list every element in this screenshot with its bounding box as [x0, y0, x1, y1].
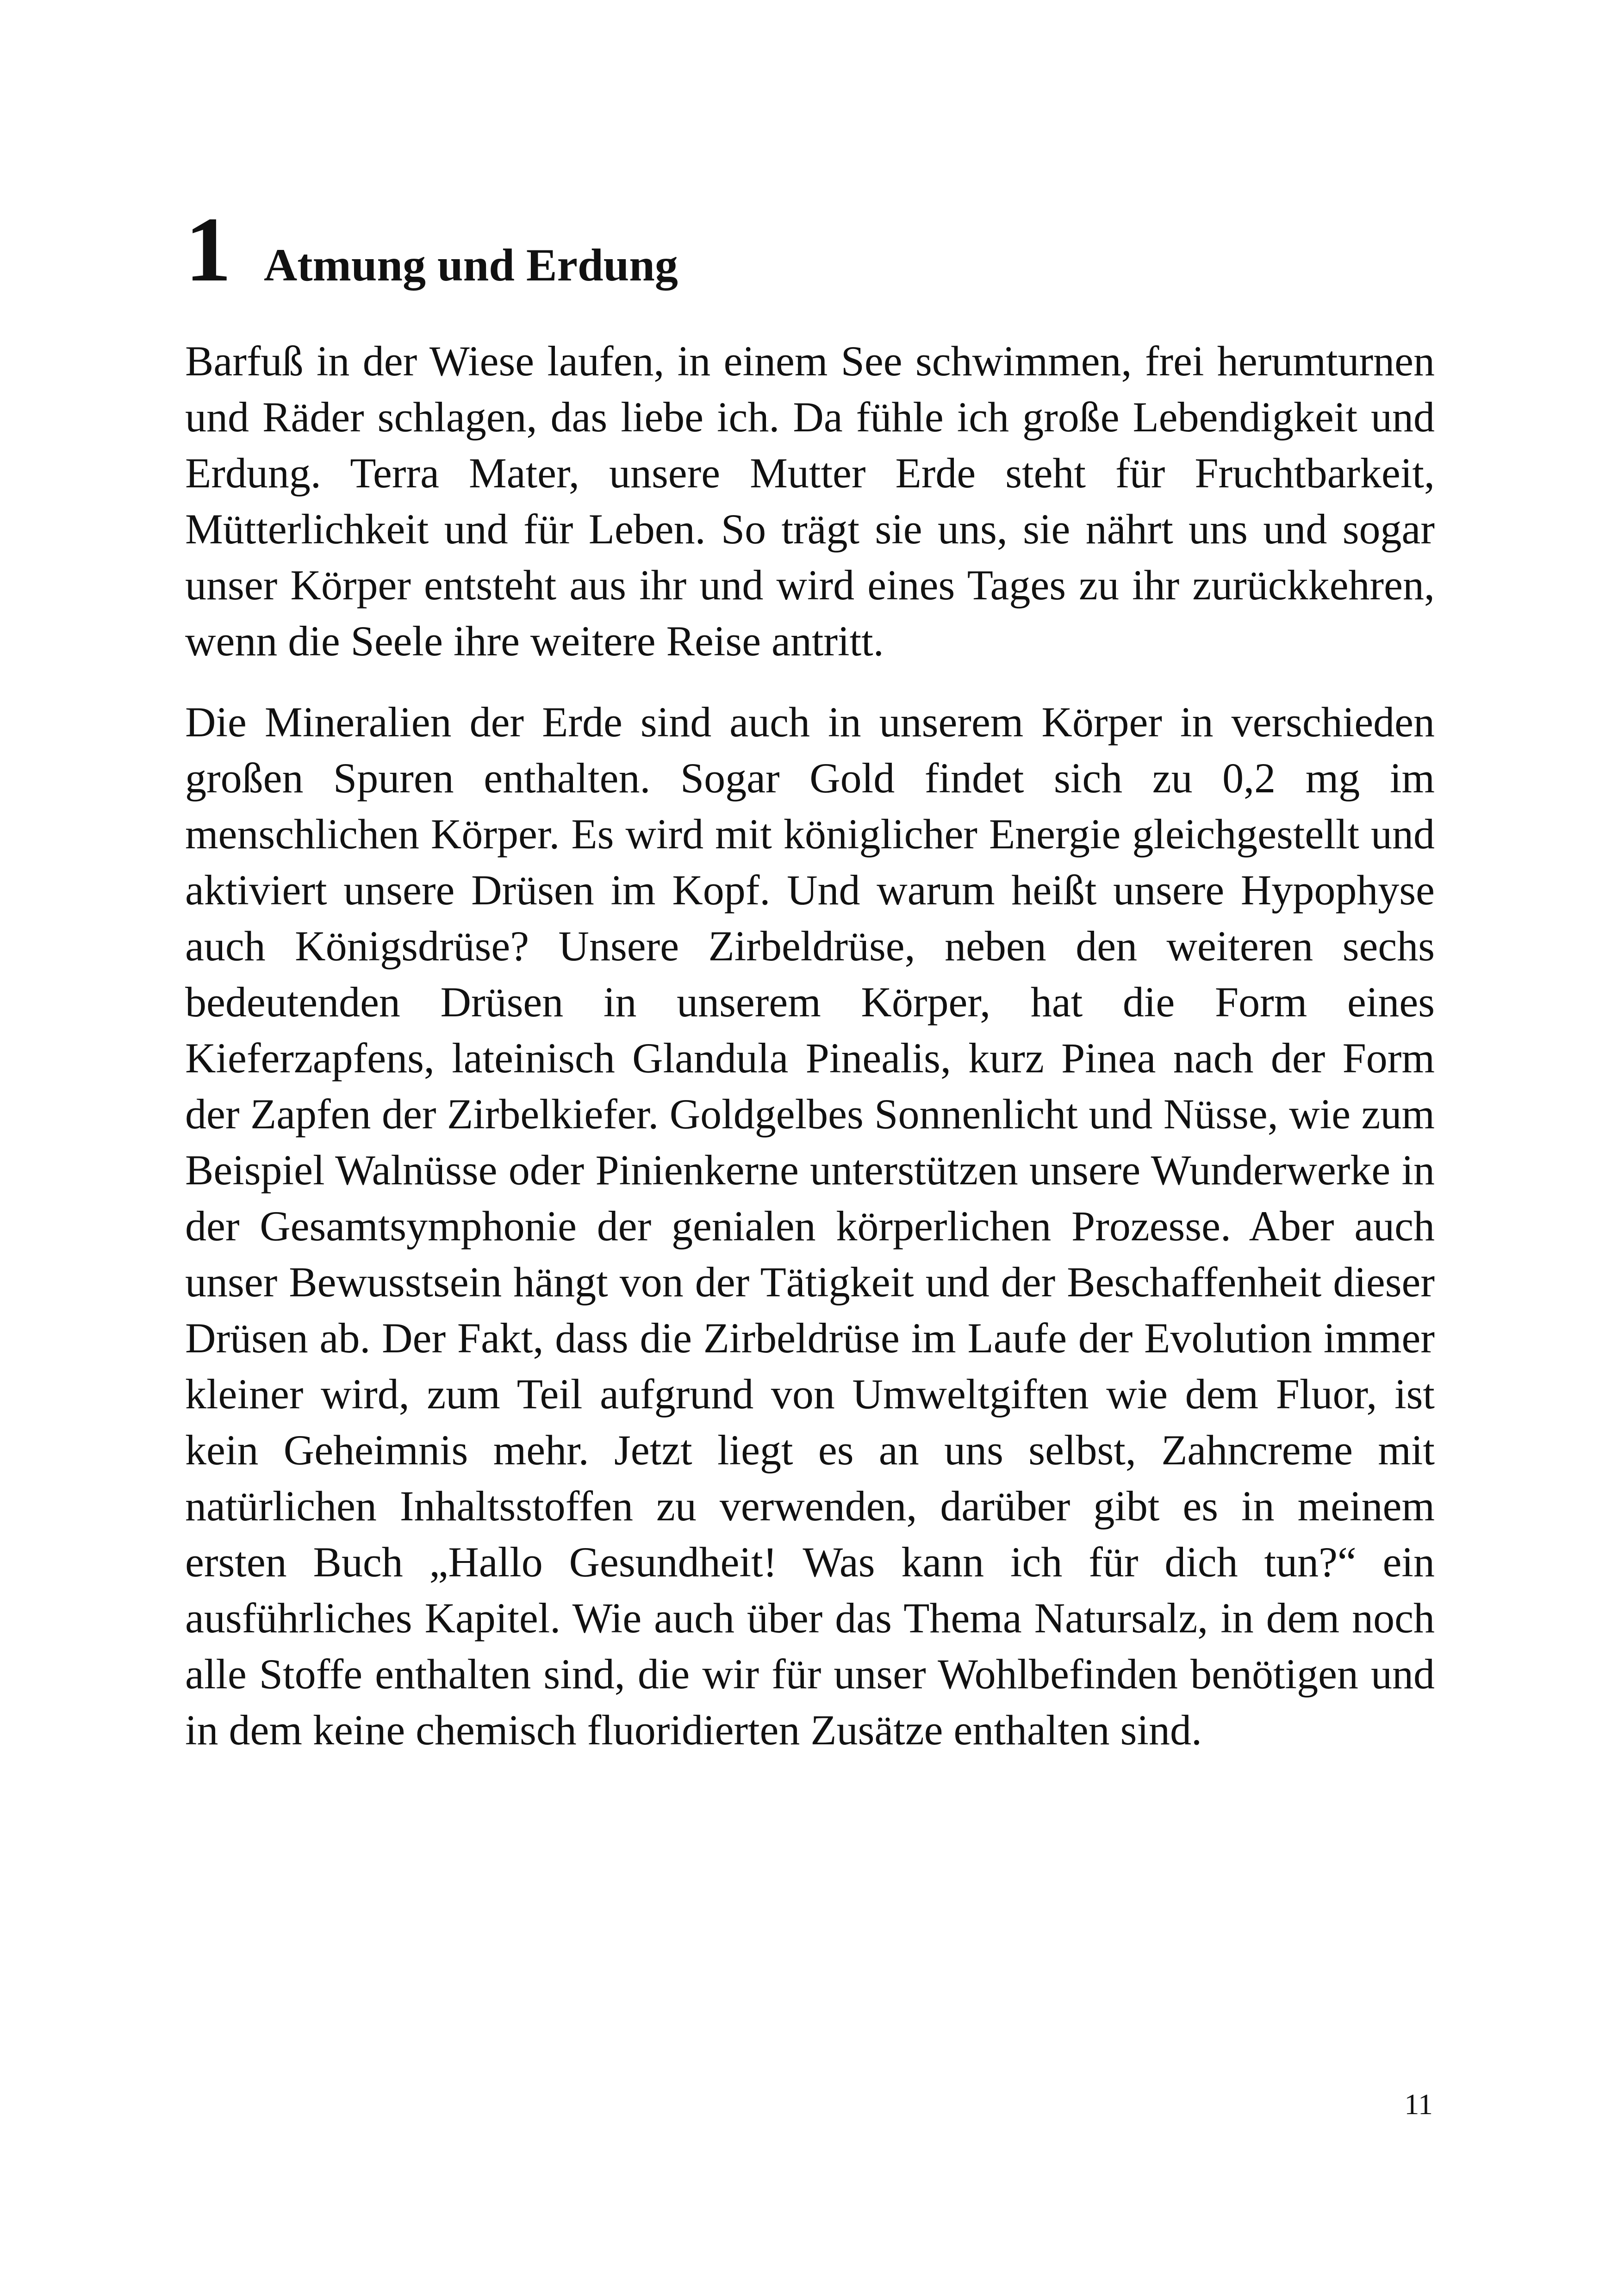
chapter-heading — [185, 199, 1435, 301]
paragraph-1: Barfuß in der Wiese laufen, in einem See schwimmen, frei herumturnen und Räder schlagen, das liebe ich. Da fühle ich große Lebendigkeit und Erdung. Terra Mater, unsere Mutter Erde steht für Fruchtbarkeit, Mütterlichkeit und für Leben. So trägt sie uns, sie nährt uns und sogar unser Körper entsteht aus ihr und wird eines Tages zu ihr zurückkehren, wenn die Seele ihre weitere Reise antritt. — [185, 337, 1435, 665]
paragraph-2: Die Mineralien der Erde sind auch in unserem Körper in verschieden großen Spuren enthalten. Sogar Gold findet sich zu 0,2 mg im menschlichen Körper. Es wird mit königlicher Energie gleichgestellt und aktiviert unsere Drüsen im Kopf. Und warum heißt unsere Hypophyse auch Königsdrüse? Unsere Zirbeldrüse, neben den weiteren sechs bedeutenden Drüsen in unserem Körper, hat die Form eines Kieferzapfens, lateinisch Glandula Pinealis, kurz Pinea nach der Form der Zapfen der Zirbelkiefer. Goldgelbes Sonnenlicht und Nüsse, wie zum Beispiel Walnüsse oder Pinienkerne unterstützen unsere Wunderwerke in der Gesamtsymphonie der genialen körperlichen Prozesse. Aber auch unser Bewusstsein hängt von der Tätigkeit und der Beschaffenheit dieser Drüsen ab. Der Fakt, dass die Zirbeldrüse im Laufe der Evolution immer kleiner wird, zum Teil aufgrund von Umweltgiften wie dem Fluor, ist kein Geheimnis mehr. Jetzt liegt es an uns selbst, Zahncreme mit natürlichen Inhaltsstoffen zu verwenden, darüber gibt es in meinem ersten Buch „Hallo Gesundheit! Was kann ich für dich tun?“ ein ausführliches Kapitel. Wie auch über das Thema Natursalz, in dem noch alle Stoffe enthalten sind, die wir für unser Wohlbefinden benötigen und in dem keine chemisch fluoridierten Zusätze enthalten sind. — [185, 698, 1435, 1754]
body-text — [185, 333, 1435, 1783]
chapter-title: Atmung und Erdung — [264, 239, 678, 291]
page-number: 11 — [1404, 2088, 1433, 2121]
chapter-number: 1 — [185, 199, 231, 301]
